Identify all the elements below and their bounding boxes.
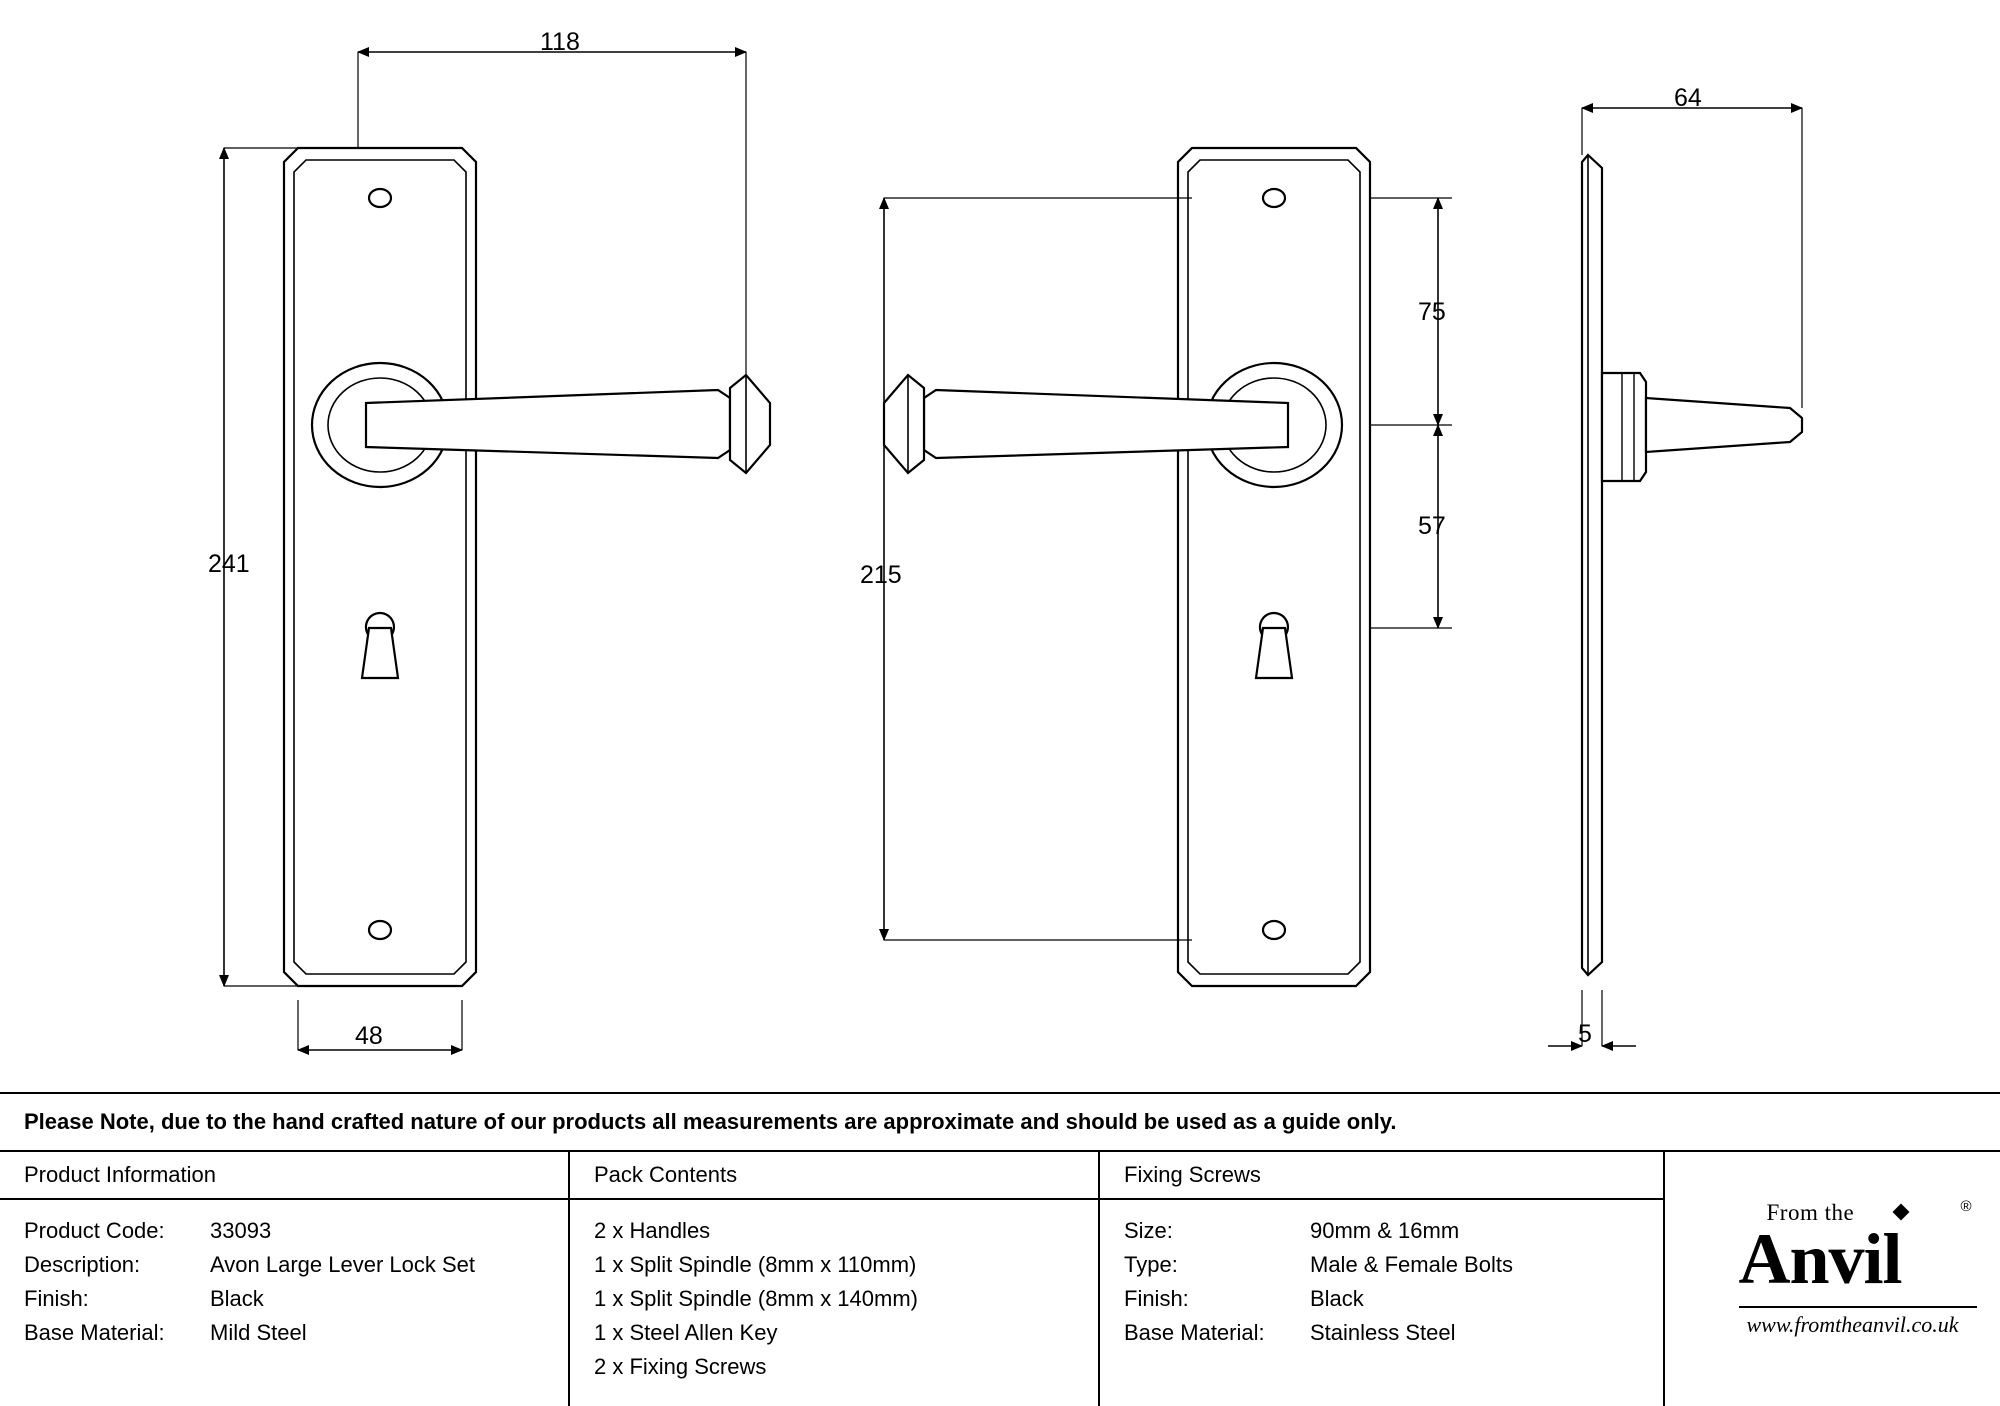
- screw-finish-value: Black: [1310, 1286, 1364, 1311]
- logo-url: www.fromtheanvil.co.uk: [1746, 1312, 1959, 1337]
- brand-logo-column: [1665, 1152, 2000, 1406]
- base-material-value: Mild Steel: [210, 1320, 307, 1345]
- product-code-label: Product Code:: [24, 1218, 165, 1243]
- table-row: [1124, 1214, 1663, 1248]
- dim-label-215: 215: [860, 561, 902, 589]
- fixing-screws-column: [1100, 1152, 1665, 1406]
- dim-label-75: 75: [1418, 298, 1446, 326]
- table-row: [24, 1282, 568, 1316]
- list-item: 1 x Split Spindle (8mm x 110mm): [594, 1252, 917, 1277]
- dim-label-48: 48: [355, 1022, 383, 1050]
- description-label: Description:: [24, 1252, 141, 1277]
- base-material-label: Base Material:: [24, 1320, 165, 1345]
- fixing-screws-heading-text: Fixing Screws: [1124, 1162, 1261, 1187]
- screw-base-material-label: Base Material:: [1124, 1320, 1265, 1345]
- logo-wordmark: Anvil: [1738, 1219, 1902, 1299]
- dim-label-5: 5: [1578, 1020, 1592, 1048]
- table-row: [1124, 1316, 1663, 1350]
- product-code-value: 33093: [210, 1218, 272, 1243]
- table-row: [1124, 1282, 1663, 1316]
- list-item: 2 x Handles: [594, 1218, 711, 1243]
- product-information-heading: [0, 1152, 568, 1200]
- fixing-screws-heading: [1100, 1152, 1663, 1200]
- logo-rule: [1739, 1306, 1977, 1308]
- product-information-heading-text: Product Information: [24, 1162, 216, 1187]
- finish-value: Black: [210, 1286, 264, 1311]
- registered-mark: ®: [1960, 1198, 1972, 1215]
- dim-label-241: 241: [208, 550, 250, 578]
- spec-tables: [0, 1152, 2000, 1406]
- info-block: [0, 1092, 2000, 1406]
- dim-label-118: 118: [540, 28, 580, 56]
- screw-finish-label: Finish:: [1124, 1286, 1189, 1311]
- description-value: Avon Large Lever Lock Set: [210, 1252, 475, 1277]
- table-row: [1124, 1248, 1663, 1282]
- product-information-column: [0, 1152, 570, 1406]
- logo-top-text: From the: [1766, 1200, 1855, 1225]
- screw-base-material-value: Stainless Steel: [1310, 1320, 1456, 1345]
- pack-contents-heading: [570, 1152, 1098, 1200]
- table-row: [24, 1316, 568, 1350]
- list-item: 2 x Fixing Screws: [594, 1354, 767, 1379]
- list-item: 1 x Steel Allen Key: [594, 1320, 778, 1345]
- screw-size-label: Size:: [1124, 1218, 1173, 1243]
- table-row: [24, 1214, 568, 1248]
- screw-type-value: Male & Female Bolts: [1310, 1252, 1513, 1277]
- pack-contents-heading-text: Pack Contents: [594, 1162, 738, 1187]
- dim-label-64: 64: [1674, 84, 1702, 112]
- table-row: [24, 1248, 568, 1282]
- screw-size-value: 90mm & 16mm: [1310, 1218, 1460, 1243]
- screw-type-label: Type:: [1124, 1252, 1178, 1277]
- measurement-note: [0, 1094, 2000, 1152]
- pack-contents-column: [570, 1152, 1100, 1406]
- dim-label-57: 57: [1418, 512, 1446, 540]
- list-item: 1 x Split Spindle (8mm x 140mm): [594, 1286, 918, 1311]
- brand-logo: [1665, 1152, 2000, 1406]
- measurement-note-text: Please Note, due to the hand crafted nature of our products all measurements are approximate and should be used as a guide only.: [24, 1109, 1397, 1134]
- finish-label: Finish:: [24, 1286, 89, 1311]
